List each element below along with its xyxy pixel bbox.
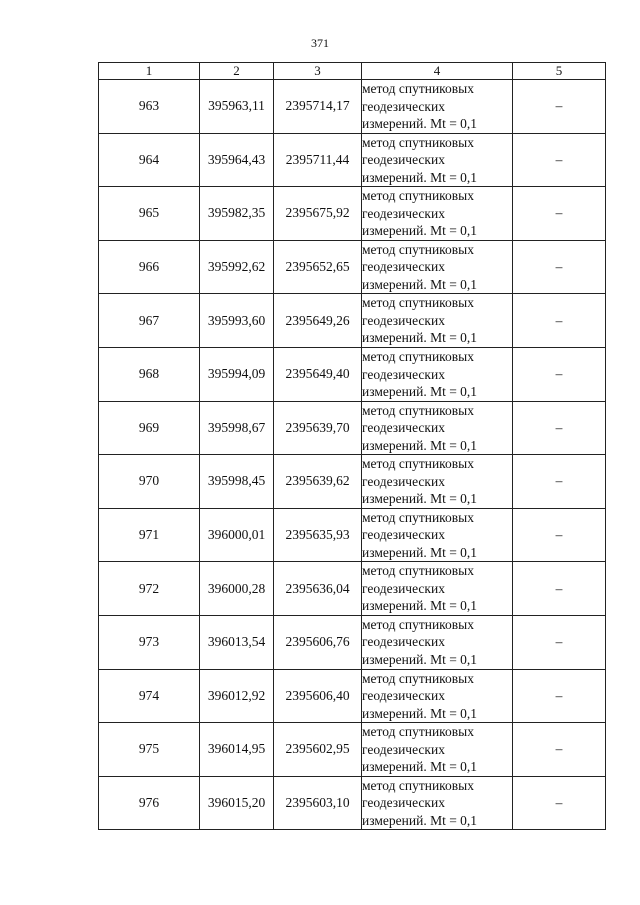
- method-line: геодезических: [362, 420, 445, 436]
- table-row: [99, 133, 606, 187]
- method-line: геодезических: [362, 312, 445, 328]
- point-number-cell: 963: [99, 80, 200, 134]
- method-line: измерений. Mt = 0,1: [362, 651, 478, 667]
- method-cell: [362, 669, 513, 723]
- x-coordinate-cell: 395964,43: [200, 133, 274, 187]
- table-row: [99, 562, 606, 616]
- method-cell: [362, 240, 513, 294]
- x-coordinate-cell: 395982,35: [200, 187, 274, 241]
- x-coordinate-cell: 395998,45: [200, 455, 274, 509]
- method-cell: [362, 187, 513, 241]
- table-header-row: [99, 63, 606, 80]
- note-cell: –: [513, 133, 606, 187]
- y-coordinate-cell: 2395711,44: [274, 133, 362, 187]
- method-cell: [362, 508, 513, 562]
- column-header-3: 3: [274, 63, 362, 80]
- note-cell: –: [513, 723, 606, 777]
- x-coordinate-cell: 396000,01: [200, 508, 274, 562]
- method-line: метод спутниковых: [362, 134, 474, 150]
- method-line: метод спутниковых: [362, 402, 474, 418]
- method-line: геодезических: [362, 688, 445, 704]
- method-line: метод спутниковых: [362, 295, 474, 311]
- method-line: геодезических: [362, 473, 445, 489]
- note-cell: –: [513, 294, 606, 348]
- table-row: [99, 723, 606, 777]
- y-coordinate-cell: 2395639,62: [274, 455, 362, 509]
- method-line: метод спутниковых: [362, 241, 474, 257]
- x-coordinate-cell: 396000,28: [200, 562, 274, 616]
- table-row: [99, 615, 606, 669]
- point-number-cell: 965: [99, 187, 200, 241]
- method-line: геодезических: [362, 152, 445, 168]
- coordinates-table: [98, 62, 606, 830]
- method-cell: [362, 562, 513, 616]
- y-coordinate-cell: 2395652,65: [274, 240, 362, 294]
- y-coordinate-cell: 2395714,17: [274, 80, 362, 134]
- method-line: измерений. Mt = 0,1: [362, 598, 478, 614]
- method-line: измерений. Mt = 0,1: [362, 276, 478, 292]
- note-cell: –: [513, 187, 606, 241]
- note-cell: –: [513, 80, 606, 134]
- method-line: геодезических: [362, 741, 445, 757]
- y-coordinate-cell: 2395639,70: [274, 401, 362, 455]
- method-line: метод спутниковых: [362, 563, 474, 579]
- table-row: [99, 401, 606, 455]
- method-line: измерений. Mt = 0,1: [362, 116, 478, 132]
- table-row: [99, 187, 606, 241]
- method-line: геодезических: [362, 527, 445, 543]
- point-number-cell: 971: [99, 508, 200, 562]
- x-coordinate-cell: 396013,54: [200, 615, 274, 669]
- method-line: метод спутниковых: [362, 188, 474, 204]
- point-number-cell: 969: [99, 401, 200, 455]
- point-number-cell: 964: [99, 133, 200, 187]
- method-line: метод спутниковых: [362, 349, 474, 365]
- method-line: метод спутниковых: [362, 509, 474, 525]
- note-cell: –: [513, 776, 606, 830]
- x-coordinate-cell: 396014,95: [200, 723, 274, 777]
- table-row: [99, 294, 606, 348]
- note-cell: –: [513, 240, 606, 294]
- table-row: [99, 240, 606, 294]
- method-line: измерений. Mt = 0,1: [362, 812, 478, 828]
- method-cell: [362, 347, 513, 401]
- x-coordinate-cell: 395992,62: [200, 240, 274, 294]
- method-line: геодезических: [362, 205, 445, 221]
- method-line: метод спутниковых: [362, 456, 474, 472]
- method-line: измерений. Mt = 0,1: [362, 759, 478, 775]
- x-coordinate-cell: 395993,60: [200, 294, 274, 348]
- method-cell: [362, 401, 513, 455]
- method-line: геодезических: [362, 580, 445, 596]
- method-line: геодезических: [362, 795, 445, 811]
- method-line: геодезических: [362, 259, 445, 275]
- method-cell: [362, 294, 513, 348]
- y-coordinate-cell: 2395649,40: [274, 347, 362, 401]
- method-line: геодезических: [362, 98, 445, 114]
- method-line: метод спутниковых: [362, 616, 474, 632]
- table-row: [99, 508, 606, 562]
- note-cell: –: [513, 401, 606, 455]
- method-line: измерений. Mt = 0,1: [362, 384, 478, 400]
- table-row: [99, 455, 606, 509]
- method-cell: [362, 723, 513, 777]
- method-line: метод спутниковых: [362, 724, 474, 740]
- x-coordinate-cell: 395994,09: [200, 347, 274, 401]
- column-header-5: 5: [513, 63, 606, 80]
- y-coordinate-cell: 2395649,26: [274, 294, 362, 348]
- column-header-2: 2: [200, 63, 274, 80]
- method-cell: [362, 776, 513, 830]
- method-line: измерений. Mt = 0,1: [362, 169, 478, 185]
- y-coordinate-cell: 2395606,40: [274, 669, 362, 723]
- method-line: измерений. Mt = 0,1: [362, 330, 478, 346]
- x-coordinate-cell: 395998,67: [200, 401, 274, 455]
- note-cell: –: [513, 347, 606, 401]
- y-coordinate-cell: 2395602,95: [274, 723, 362, 777]
- x-coordinate-cell: 396012,92: [200, 669, 274, 723]
- y-coordinate-cell: 2395636,04: [274, 562, 362, 616]
- method-line: измерений. Mt = 0,1: [362, 544, 478, 560]
- x-coordinate-cell: 396015,20: [200, 776, 274, 830]
- method-line: метод спутниковых: [362, 670, 474, 686]
- method-line: геодезических: [362, 634, 445, 650]
- page-number: 371: [311, 36, 329, 50]
- method-line: измерений. Mt = 0,1: [362, 223, 478, 239]
- table-row: [99, 776, 606, 830]
- table-body: [99, 80, 606, 830]
- method-cell: [362, 615, 513, 669]
- note-cell: –: [513, 562, 606, 616]
- column-header-1: 1: [99, 63, 200, 80]
- point-number-cell: 975: [99, 723, 200, 777]
- point-number-cell: 972: [99, 562, 200, 616]
- y-coordinate-cell: 2395635,93: [274, 508, 362, 562]
- method-line: измерений. Mt = 0,1: [362, 705, 478, 721]
- point-number-cell: 976: [99, 776, 200, 830]
- table-row: [99, 347, 606, 401]
- note-cell: –: [513, 508, 606, 562]
- method-line: метод спутниковых: [362, 81, 474, 97]
- point-number-cell: 966: [99, 240, 200, 294]
- method-cell: [362, 455, 513, 509]
- point-number-cell: 973: [99, 615, 200, 669]
- y-coordinate-cell: 2395606,76: [274, 615, 362, 669]
- table-row: [99, 669, 606, 723]
- point-number-cell: 970: [99, 455, 200, 509]
- method-cell: [362, 133, 513, 187]
- y-coordinate-cell: 2395675,92: [274, 187, 362, 241]
- point-number-cell: 967: [99, 294, 200, 348]
- method-line: измерений. Mt = 0,1: [362, 491, 478, 507]
- method-line: измерений. Mt = 0,1: [362, 437, 478, 453]
- x-coordinate-cell: 395963,11: [200, 80, 274, 134]
- method-line: метод спутниковых: [362, 777, 474, 793]
- y-coordinate-cell: 2395603,10: [274, 776, 362, 830]
- table-row: [99, 80, 606, 134]
- note-cell: –: [513, 615, 606, 669]
- note-cell: –: [513, 455, 606, 509]
- method-line: геодезических: [362, 366, 445, 382]
- note-cell: –: [513, 669, 606, 723]
- point-number-cell: 974: [99, 669, 200, 723]
- column-header-4: 4: [362, 63, 513, 80]
- method-cell: [362, 80, 513, 134]
- point-number-cell: 968: [99, 347, 200, 401]
